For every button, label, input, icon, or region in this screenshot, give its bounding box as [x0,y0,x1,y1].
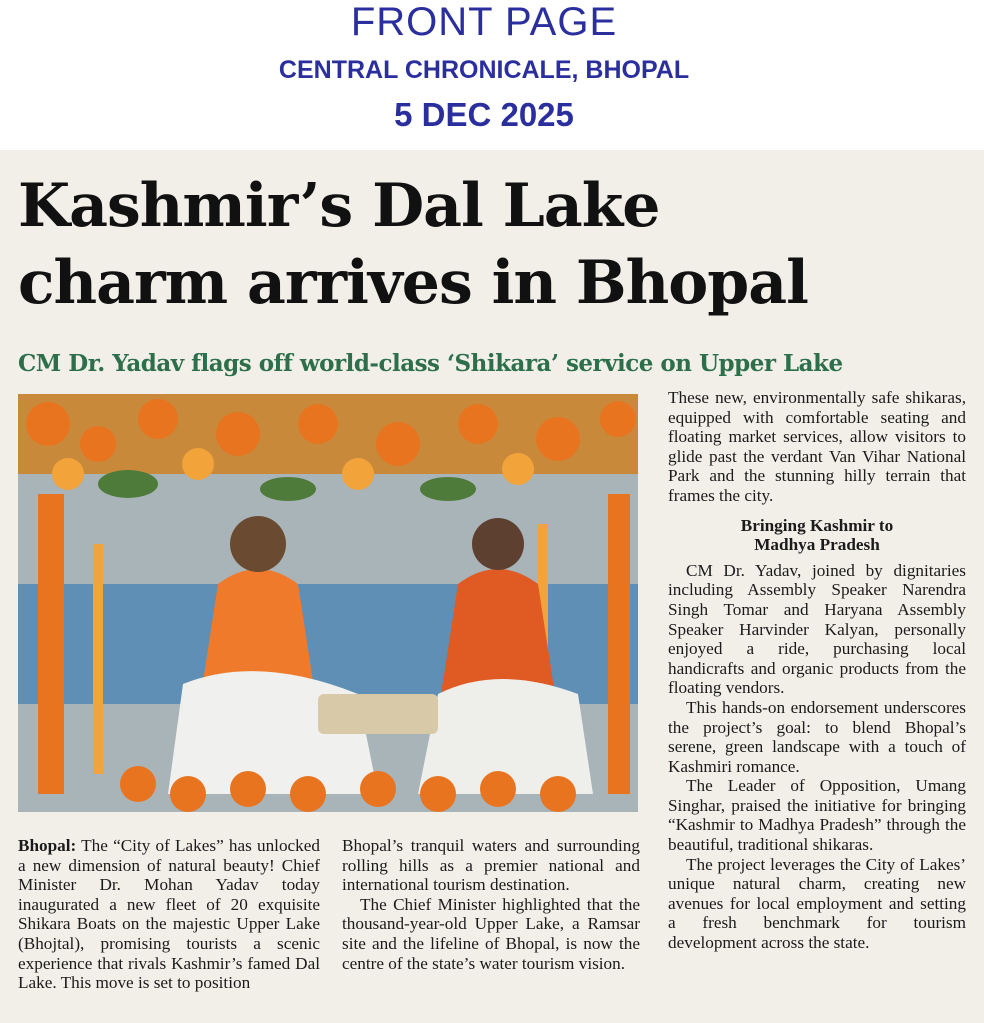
article-paragraph: CM Dr. Yadav, joined by dignitaries including Assembly Speaker Narendra Singh Tomar and Haryana Assembly Speaker Harvinder Kalyan, personally enjoyed a ride, purchasing local handicrafts and organic products from the floating vendors. [668,560,966,698]
article-column-1 [18,836,320,993]
article-column-2 [342,836,640,973]
publication-stamp [0,0,984,145]
dateline: Bhopal: [18,836,77,855]
paragraph-text: The “City of Lakes” has unlocked a new dimension of natural beauty! Chief Minister Dr. Mohan Yadav today inaugurated a new fleet of 20 exquisite Shikara Boats on the majestic Upper Lake (Bhojtal), promising tourists a scenic experience that rivals Kashmir’s famed Dal Lake. This move is set to position [18,836,320,993]
stamp-title: FRONT PAGE [350,0,618,44]
subheading-line-2: Madhya Pradesh [754,535,880,555]
article-paragraph: Bhopal’s tranquil waters and surrounding rolling hills as a premier national and international tourism destination. [342,836,640,895]
article-paragraph: The Chief Minister highlighted that the thousand-year-old Upper Lake, a Ramsar site and the lifeline of Bhopal, is now the centre of the state’s water tourism vision. [342,894,640,973]
article-paragraph: The project leverages the City of Lakes’ unique natural charm, creating new avenues for local employment and setting a fresh benchmark for tourism development across the state. [668,854,966,953]
stamp-newspaper-name: CENTRAL CHRONICALE, BHOPAL [278,56,690,84]
newspaper-clipping [0,150,984,1023]
stamp-date: 5 DEC 2025 [394,96,574,133]
photo-shikara-boat-ride [18,394,638,812]
headline-line-2: charm arrives in Bhopal [18,248,808,318]
article-paragraph: This hands-on endorsement underscores the project’s goal: to blend Bhopal’s serene, green landscape with a touch of Kashmiri romance. [668,697,966,776]
article-paragraph: The Leader of Opposition, Umang Singhar, praised the initiative for bringing “Kashmir to Madhya Pradesh” through the beautiful, traditional shikaras. [668,776,966,855]
headline-line-1: Kashmir’s Dal Lake [18,171,660,241]
article-column-3 [668,388,966,953]
article-headline [18,168,978,322]
article-paragraph: These new, environmentally safe shikaras, equipped with comfortable seating and floating market services, allow visitors to glide past the verdant Van Vihar National Park and the stunning hilly terrain that frames the city. [668,388,966,505]
article-subheadline: CM Dr. Yadav flags off world-class ‘Shikara’ service on Upper Lake [18,350,843,377]
subheading-line-1: Bringing Kashmir to [740,515,894,535]
section-subheading [668,516,966,555]
article-paragraph [18,836,320,993]
